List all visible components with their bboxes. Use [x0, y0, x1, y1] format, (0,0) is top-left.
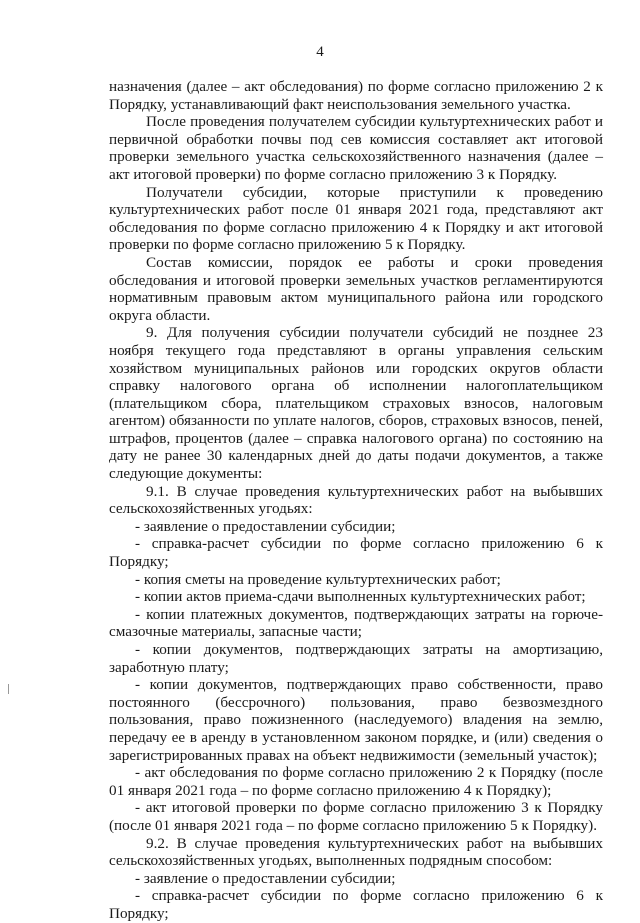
list-item: - акт итоговой проверки по форме согласно приложению 3 к Порядку (после 01 января 2021 года – по форме согласно приложению 5 к Порядку).	[109, 799, 603, 834]
scan-mark	[8, 684, 9, 694]
list-item: - копия сметы на проведение культуртехнических работ;	[135, 570, 501, 588]
list-item: - заявление о предоставлении субсидии;	[135, 869, 396, 887]
list-item: - копии документов, подтверждающих право собственности, право постоянного (бессрочного) пользования, право безвозмездного пользования, право пожизненного (наследуемого) владения на землю, передачу ее в аренду в установленном законом порядке, и (или) сведения о зарегистрированных правах на объект недвижимости (земельный участок);	[109, 676, 603, 764]
list-item: - справка-расчет субсидии по форме согласно приложению 6 к Порядку;	[109, 887, 603, 922]
paragraph-continuation: назначения (далее – акт обследования) по форме согласно приложению 2 к Порядку, устанавливающий факт неиспользования земельного участка.	[109, 78, 603, 113]
paragraph-item-9-1: 9.1. В случае проведения культуртехнических работ на выбывших сельскохозяйственных угодьях:	[109, 482, 603, 518]
list-item: - акт обследования по форме согласно приложению 2 к Порядку (после 01 января 2021 года – по форме согласно приложению 4 к Порядку);	[109, 764, 603, 799]
list-item: - копии платежных документов, подтверждающих затраты на горюче-смазочные материалы, запасные части;	[109, 605, 603, 641]
page-number: 4	[316, 44, 324, 60]
list-item: - справка-расчет субсидии по форме согласно приложению 6 к Порядку;	[109, 535, 603, 571]
paragraph-commission: Состав комиссии, порядок ее работы и сроки проведения обследования и итоговой проверки земельных участков регламентируются нормативным правовым актом муниципального района или городского округа области.	[109, 253, 603, 324]
list-item: - копии документов, подтверждающих затраты на амортизацию, заработную плату;	[109, 641, 603, 676]
paragraph-item-9-2: 9.2. В случае проведения культуртехнических работ на выбывших сельскохозяйственных угодьях, выполненных подрядным способом:	[109, 834, 603, 870]
list-item: - копии актов приема-сдачи выполненных культуртехнических работ;	[135, 588, 586, 606]
list-item: - заявление о предоставлении субсидии;	[135, 517, 396, 535]
document-body	[109, 78, 603, 923]
paragraph-final-inspection: После проведения получателем субсидии культуртехнических работ и первичной обработки почвы под сев комиссия составляет акт итоговой проверки земельного участка сельскохозяйственного назначения (далее – акт итоговой проверки) по форме согласно приложению 3 к Порядку.	[109, 113, 603, 183]
paragraph-after-2021: Получатели субсидии, которые приступили к проведению культуртехнических работ после 01 января 2021 года, представляют акт обследования по форме согласно приложению 4 к Порядку и акт итоговой проверки по форме согласно приложению 5 к Порядку.	[109, 183, 603, 254]
paragraph-item-9: 9. Для получения субсидии получатели субсидий не позднее 23 ноября текущего года представляют в органы управления сельским хозяйством муниципальных районов или городских округов области справку налогового органа об исполнении налогоплательщиком (плательщиком сбора, плательщиком страховых взносов, налоговым агентом) обязанности по уплате налогов, сборов, страховых взносов, пеней, штрафов, процентов (далее – справка налогового органа) по состоянию на дату не ранее 30 календарных дней до даты подачи документов, а также следующие документы:	[109, 324, 603, 483]
